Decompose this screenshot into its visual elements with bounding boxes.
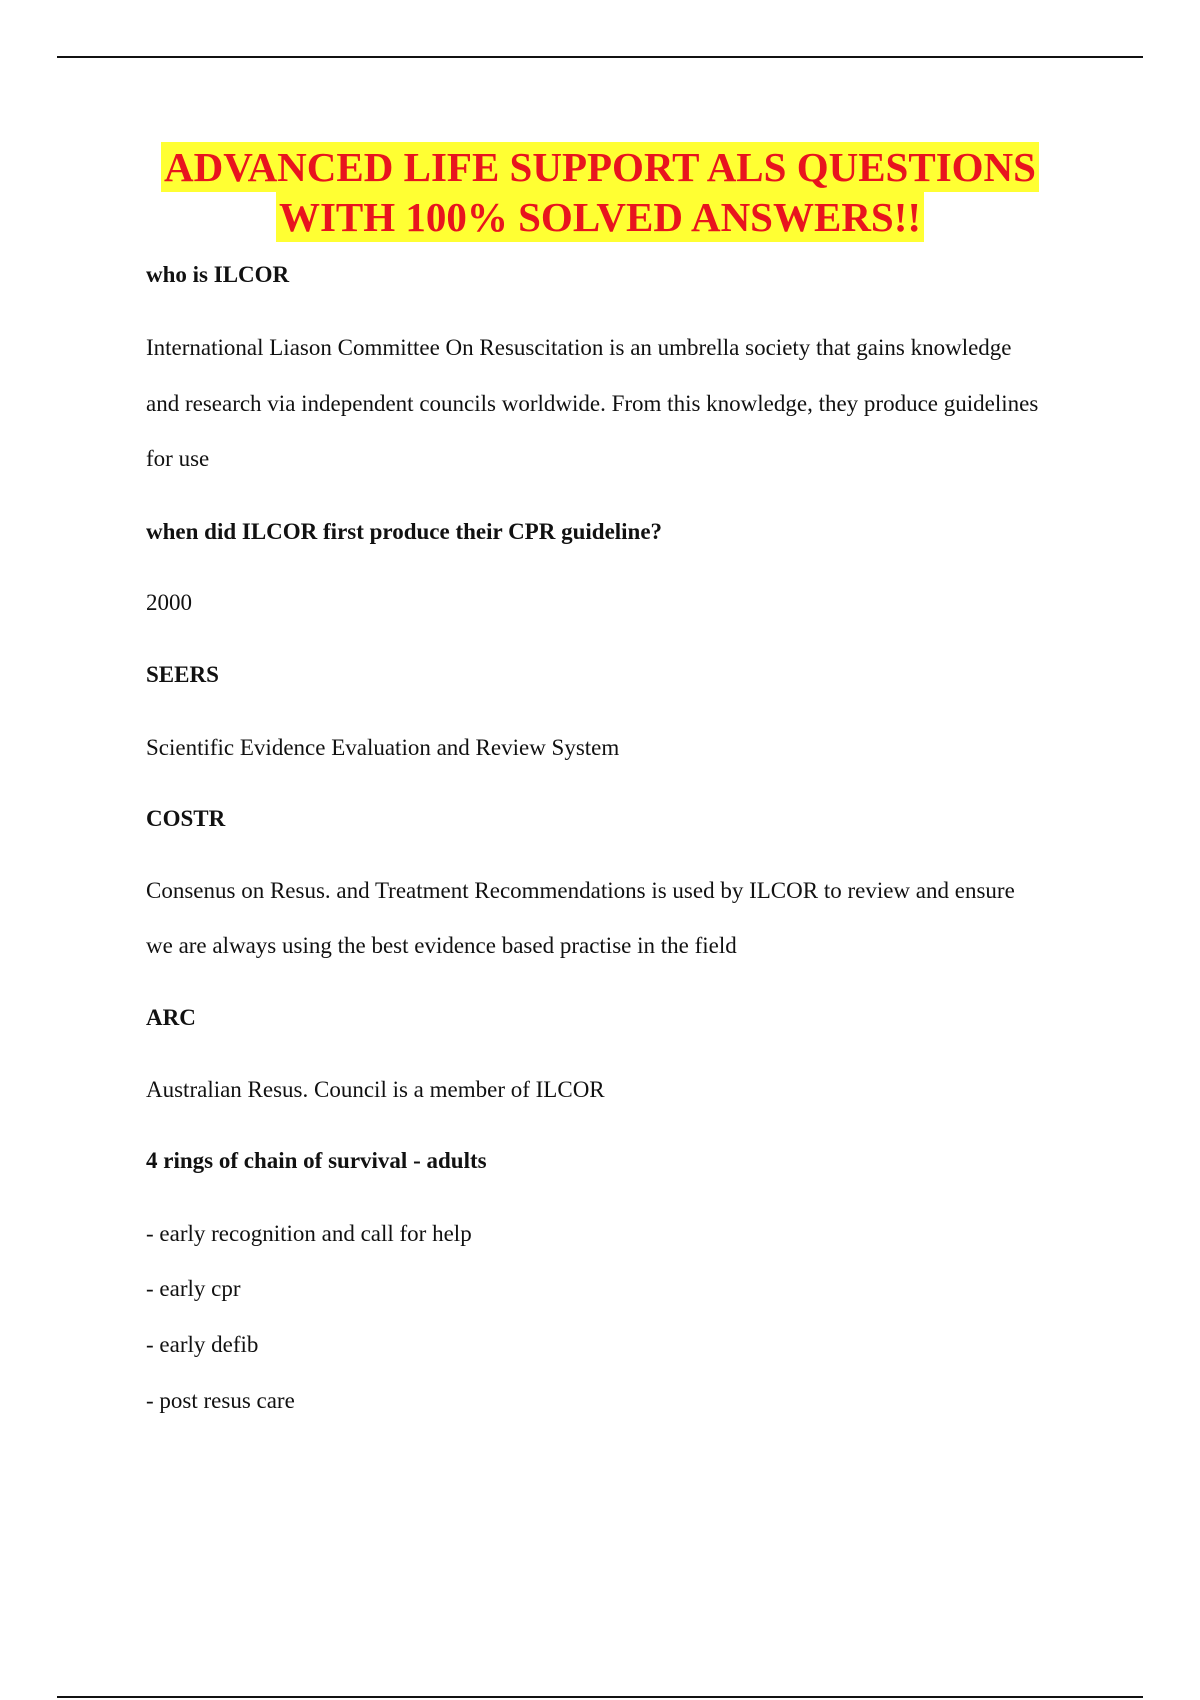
answer-line: 2000	[146, 590, 192, 615]
answer-line: for use	[146, 446, 210, 471]
document-title	[0, 142, 1200, 242]
list-item: - post resus care	[146, 1388, 295, 1413]
answer-line: Australian Resus. Council is a member of ILCOR	[146, 1077, 605, 1102]
question-arc: ARC	[146, 1005, 196, 1030]
question-costr: COSTR	[146, 806, 226, 831]
question-seers: SEERS	[146, 662, 219, 687]
list-item: - early recognition and call for help	[146, 1221, 472, 1246]
list-item: - early defib	[146, 1332, 259, 1357]
question-who-is-ilcor: who is ILCOR	[146, 262, 290, 287]
answer-line: Consenus on Resus. and Treatment Recommendations is used by ILCOR to review and ensure	[146, 878, 1015, 903]
list-item: - early cpr	[146, 1276, 241, 1301]
answer-line: we are always using the best evidence based practise in the field	[146, 933, 737, 958]
answer-line: International Liason Committee On Resuscitation is an umbrella society that gains knowledge	[146, 335, 1012, 360]
bottom-rule	[57, 1696, 1143, 1698]
answer-line: Scientific Evidence Evaluation and Review System	[146, 735, 620, 760]
question-ilcor-first-guideline: when did ILCOR first produce their CPR guideline?	[146, 519, 663, 544]
title-line-2: WITH 100% SOLVED ANSWERS!!	[276, 192, 924, 242]
question-chain-of-survival: 4 rings of chain of survival - adults	[146, 1148, 487, 1173]
answer-line: and research via independent councils worldwide. From this knowledge, they produce guidelines	[146, 391, 1039, 416]
top-rule	[57, 56, 1143, 58]
title-line-1: ADVANCED LIFE SUPPORT ALS QUESTIONS	[161, 142, 1039, 192]
